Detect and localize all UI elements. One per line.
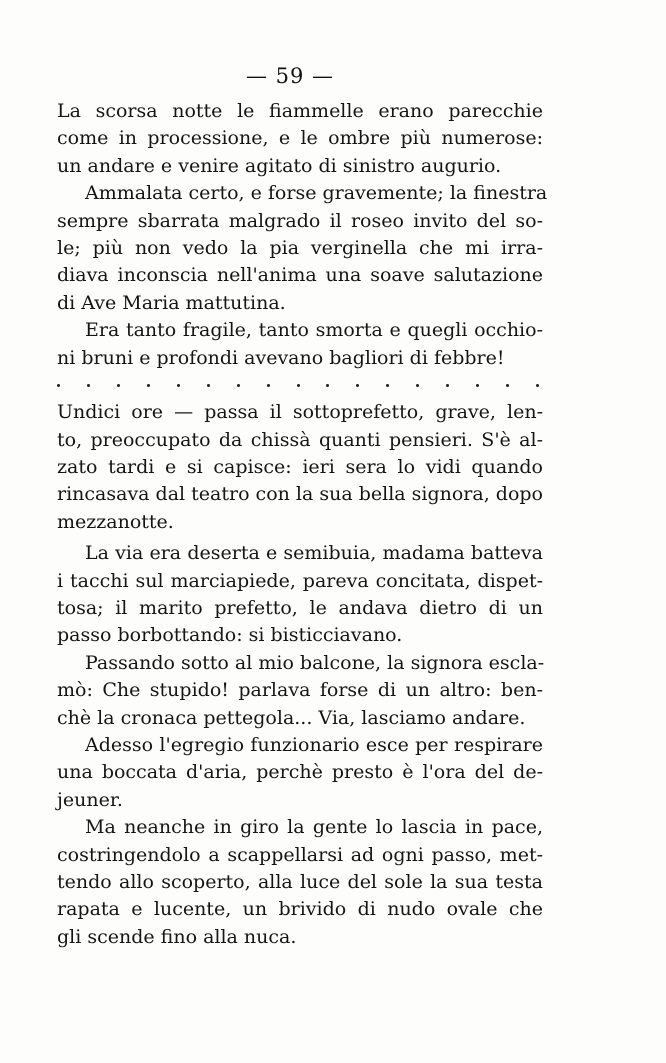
text-line: zato tardi e si capisce: ieri sera lo vidi quando	[57, 456, 543, 479]
text-line: ni bruni e profondi avevano bagliori di febbre!	[57, 346, 505, 369]
separator-dot	[416, 384, 419, 387]
separator-dot	[297, 384, 300, 387]
separator-dot	[57, 384, 60, 387]
paragraph-6	[57, 650, 543, 732]
text-line: rapata e lucente, un brivido di nudo ovale che	[57, 898, 543, 921]
paragraph-1	[57, 98, 543, 180]
text-line: di Ave Maria mattutina.	[57, 291, 286, 314]
text-line: un andare e venire agitato di sinistro augurio.	[57, 154, 502, 177]
text-line: costringendolo a scappellarsi ad ogni passo, met-	[57, 843, 543, 866]
text-line: Adesso l'egregio funzionario esce per respirare	[85, 733, 543, 756]
paragraph-8	[57, 814, 543, 951]
text-line: La via era deserta e semibuia, madama batteva	[85, 542, 543, 565]
separator-dot	[476, 384, 479, 387]
body-text	[57, 98, 548, 951]
text-line: Undici ore — passa il sottoprefetto, grave, len-	[57, 401, 543, 424]
text-line: mò: Che stupido! parlava forse di un altro: ben-	[57, 679, 543, 702]
paragraph-3	[57, 317, 543, 372]
paragraph-4	[57, 399, 543, 536]
separator-dot	[356, 384, 359, 387]
text-line: chè la cronaca pettegola... Via, lasciamo andare.	[57, 706, 526, 729]
separator-dot	[237, 384, 240, 387]
text-line: passo borbottando: si bisticciavano.	[57, 624, 403, 647]
separator-dot	[147, 384, 150, 387]
paragraph-7	[57, 732, 543, 814]
separator-dot	[177, 384, 180, 387]
separator-dot	[207, 384, 210, 387]
text-line: Ammalata certo, e forse gravemente; la finestra	[85, 182, 548, 205]
text-line: gli scende fino alla nuca.	[57, 925, 297, 948]
separator-dot	[267, 384, 270, 387]
text-line: le; più non vedo la pia verginella che mi irra-	[57, 236, 543, 259]
text-line: La scorsa notte le fiammelle erano parecchie	[57, 100, 543, 122]
separator-dot	[536, 384, 539, 387]
text-line: una boccata d'aria, perchè presto è l'ora del de-	[57, 761, 543, 784]
text-line: jeuner.	[57, 788, 123, 811]
dotted-separator	[57, 372, 543, 399]
text-line: Passando sotto al mio balcone, la signora escla-	[85, 651, 545, 674]
text-line: rincasava dal teatro con la sua bella signora, dopo	[57, 483, 543, 506]
separator-dot	[326, 384, 329, 387]
separator-dot	[386, 384, 389, 387]
separator-dot	[446, 384, 449, 387]
text-line: Era tanto fragile, tanto smorta e quegli occhio-	[85, 319, 543, 342]
paragraph-5	[57, 540, 543, 650]
text-line: sempre sbarrata malgrado il roseo invito del so-	[57, 209, 543, 232]
text-line: tosa; il marito prefetto, le andava dietro di un	[57, 597, 543, 620]
separator-dot	[117, 384, 120, 387]
text-line: tendo allo scoperto, alla luce del sole la sua testa	[57, 870, 543, 893]
text-line: Ma neanche in giro la gente lo lascia in pace,	[85, 816, 543, 839]
text-line: to, preoccupato da chissà quanti pensieri. S'è al-	[57, 428, 543, 451]
text-line: come in processione, e le ombre più numerose:	[57, 127, 543, 150]
text-line: i tacchi sul marciapiede, pareva concitata, dispet-	[57, 569, 543, 592]
text-line: diava inconscia nell'anima una soave salutazione	[57, 264, 543, 287]
separator-dot	[506, 384, 509, 387]
separator-dot	[87, 384, 90, 387]
paragraph-2	[57, 180, 548, 317]
text-line: mezzanotte.	[57, 510, 174, 533]
page-number: — 59 —	[245, 64, 335, 88]
